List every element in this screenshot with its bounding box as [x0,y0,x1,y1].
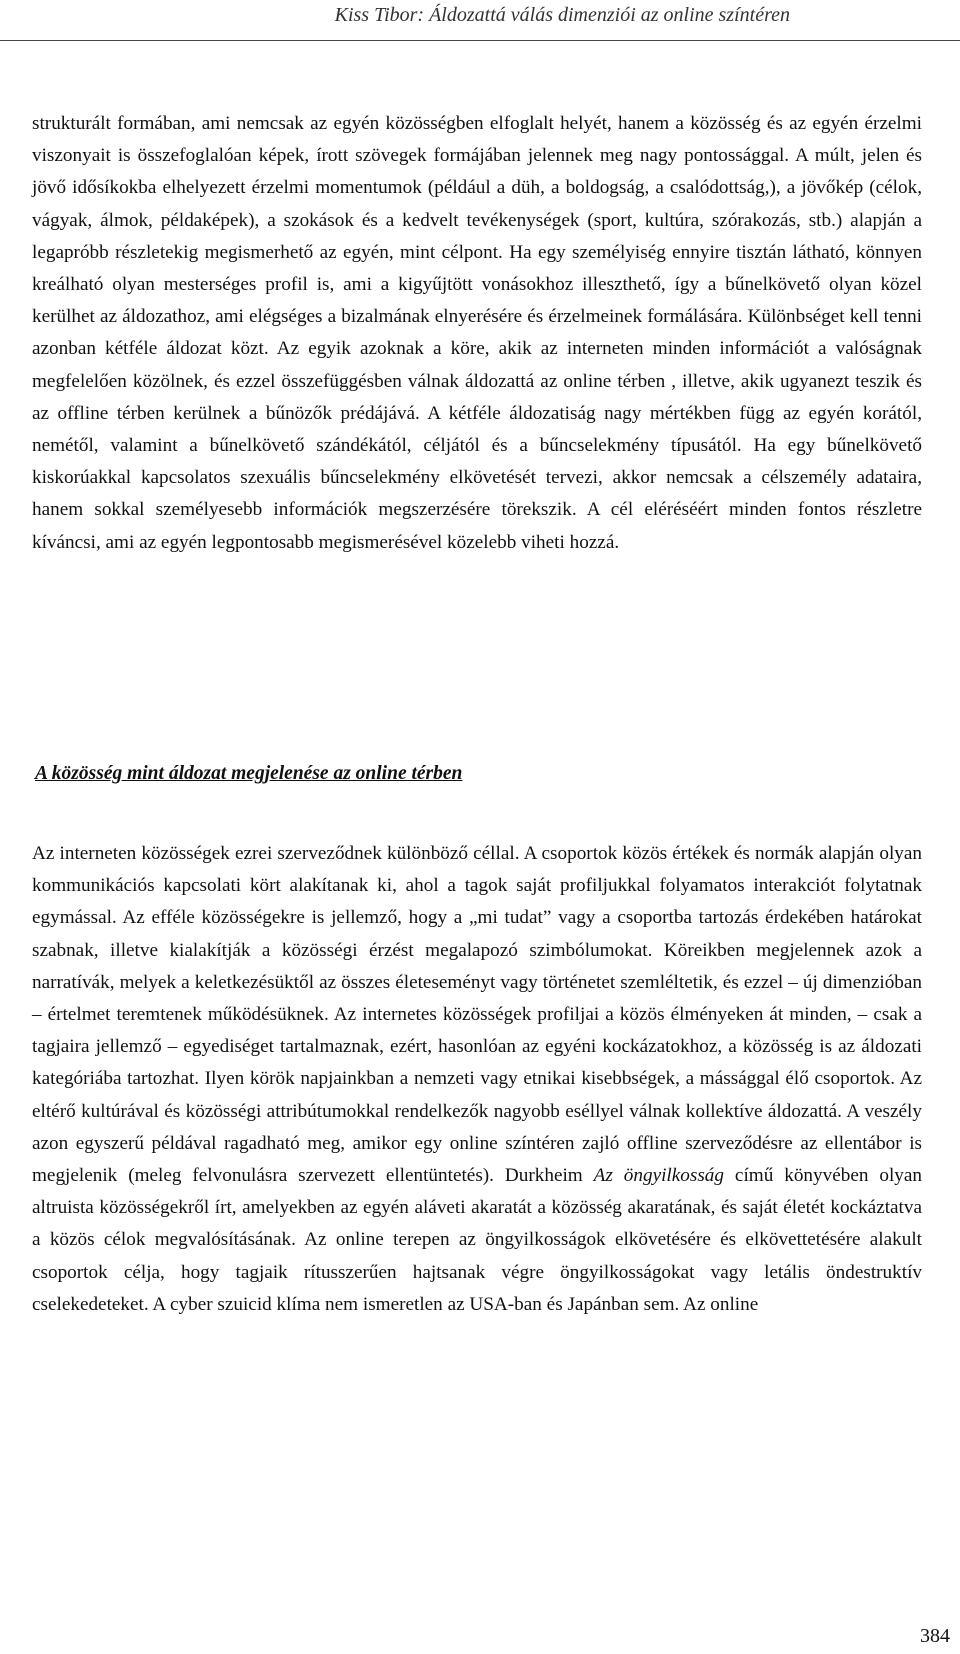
body-paragraph-2 [32,838,922,1321]
section-heading: A közösség mint áldozat megjelenése az online térben [35,763,463,784]
paragraph-2-text-start: Az interneten közösségek ezrei szerveződnek különböző céllal. A csoportok közös értékek és normák alapján olyan kommunikációs kapcsolati kört alakítanak ki, ahol a tagok saját profiljukkal folyamatos interakciót folytatnak egymással. Az efféle közösségekre is jellemző, hogy a „mi tudat” vagy a csoportba tartozás érdekében határokat szabnak, illetve kialakítják a közösségi érzést megalapozó szimbólumokat. Köreikben megjelennek azok a narratívák, melyek a keletkezésüktől az összes életeseményt vagy történetet szemléltetik, és ezzel – új dimenzióban – értelmet teremtenek működésüknek. Az internetes közösségek profiljai a közös élményeken át minden, – csak a tagjaira jellemző – egyediséget tartalmaznak, ezért, hasonlóan az egyéni kockázatokhoz, a közösség is az áldozati kategóriába tartozhat. Ilyen körök napjainkban a nemzeti vagy etnikai kisebbségek, a mássággal élő csoportok. Az eltérő kultúrával és közösségi attribútumokkal rendelkezők nagyobb eséllyel válnak kollektíve áldozattá. A veszély azon egyszerű példával ragadható meg, amikor egy online színtéren zajló offline szerveződésre az ellentábor is megjelenik (meleg felvonulásra szervezett ellentüntetés). Durkheim [32,843,922,1187]
book-title: Az öngyilkosság [593,1165,724,1187]
running-header [0,0,960,41]
running-header-title: Kiss Tibor: Áldozattá válás dimenziói az online színtéren [334,4,790,26]
page-number: 384 [920,1625,950,1647]
paragraph-2-text-end: című könyvében olyan altruista közösségekről írt, amelyekben az egyén aláveti akaratát a közösség akaratának, és saját életét kockáztatva a közös célok megvalósításának. Az online terepen az öngyilkosságok elkövetésére és elkövettetésére alakult csoportok célja, hogy tagjaik rítusszerűen hajtsanak végre öngyilkosságokat vagy letális öndestruktív cselekedeteket. A cyber szuicid klíma nem ismeretlen az USA-ban és Japánban sem. Az online [32,1165,922,1315]
body-paragraph-1: strukturált formában, ami nemcsak az egyén közösségben elfoglalt helyét, hanem a közösség és az egyén érzelmi viszonyait is összefoglalóan képek, írott szövegek formájában jelennek meg nagy pontossággal. A múlt, jelen és jövő idősíkokba elhelyezett érzelmi momentumok (például a düh, a boldogság, a csalódottság,), a jövőkép (célok, vágyak, álmok, példaképek), a szokások és a kedvelt tevékenységek (sport, kultúra, szórakozás, stb.) alapján a legapróbb részletekig megismerhető az egyén, mint célpont. Ha egy személyiség ennyire tisztán látható, könnyen kreálható olyan mesterséges profil is, ami a kigyűjtött vonásokhoz illeszthető, így a bűnelkövető olyan közel kerülhet az áldozathoz, ami elégséges a bizalmának elnyerésére és érzelmeinek formálására. Különbséget kell tenni azonban kétféle áldozat közt. Az egyik azoknak a köre, akik az interneten minden információt a valóságnak megfelelően közölnek, és ezzel összefüggésben válnak áldozattá az online térben , illetve, akik ugyanezt teszik és az offline térben kerülnek a bűnözők prédájává. A kétféle áldozatiság nagy mértékben függ az egyén korától, nemétől, valamint a bűnelkövető szándékától, céljától és a bűncselekmény típusától. Ha egy bűnelkövető kiskorúakkal kapcsolatos szexuális bűncselekmény elkövetését tervezi, akkor nemcsak a célszemély adataira, hanem sokkal személyesebb információk megszerzésére törekszik. A cél eléréséért minden fontos részletre kíváncsi, ami az egyén legpontosabb megismerésével közelebb viheti hozzá. [32,113,922,553]
